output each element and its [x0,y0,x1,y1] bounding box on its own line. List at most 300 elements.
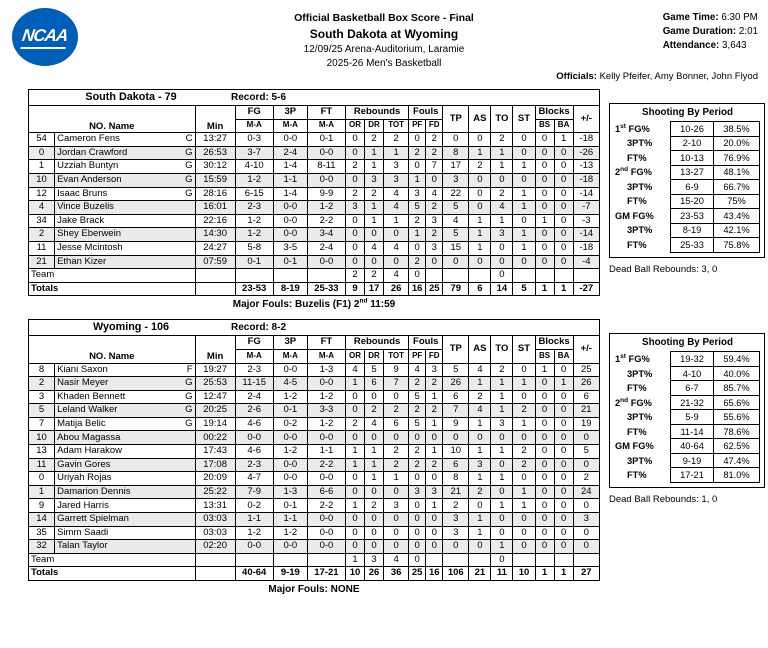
player-name-text: Simm Saadi [57,526,109,538]
stat-cell: 26 [443,377,469,391]
stat-cell: 0 [573,431,599,445]
stat-cell: 0 [384,513,409,527]
shooting-percentage: 20.0% [713,136,760,152]
stat-cell: 0 [573,499,599,513]
stat-cell: 54 [29,133,55,147]
stat-cell: 0 [554,431,573,445]
stat-cell: 0 [409,553,426,567]
col-to: TO [491,336,513,363]
stat-cell: 2 [426,133,443,147]
shooting-row [615,424,760,440]
col-st: ST [513,336,535,363]
stat-cell: 3-4 [307,228,345,242]
stat-cell [273,269,307,283]
totals-row-label: Totals [29,282,196,296]
stat-cell: 0 [535,404,554,418]
stat-cell: -14 [573,187,599,201]
shooting-stat-label: FT% [627,196,647,207]
stat-cell: 6 [573,390,599,404]
player-name [55,377,195,391]
player-name-text: Khaden Bennett [57,390,126,402]
stat-cell: 25:22 [195,485,235,499]
player-rows [29,133,600,296]
stat-cell: 9 [29,499,55,513]
col-tot: TOT [384,119,409,133]
stat-cell: 1-2 [307,390,345,404]
player-name [55,228,195,242]
stat-cell: 0 [409,241,426,255]
stat-cell: 07:59 [195,255,235,269]
stat-cell: 5 [365,363,384,377]
stat-cell: 0 [345,133,364,147]
stat-cell: 0 [365,513,384,527]
stat-cell: 0 [345,431,364,445]
stat-cell: 106 [443,567,469,581]
team-row-label: Team [29,269,196,283]
stat-cell: 1-1 [235,513,273,527]
shooting-stat-label: 3PT% [627,181,653,192]
stat-cell: 1 [469,214,491,228]
stat-cell: 0 [443,133,469,147]
stat-cell: 1 [365,214,384,228]
season-label: 2025-26 Men's Basketball [326,57,442,69]
player-name [55,146,195,160]
stat-cell: 0 [513,363,535,377]
player-name-text: Jesse Mcintosh [57,242,123,254]
col-3p: 3P [273,336,307,350]
stat-cell: 7 [443,404,469,418]
player-row [29,377,600,391]
shooting-made-attempted: 19-32 [670,351,714,367]
stat-cell: 2 [426,458,443,472]
stat-cell: 0 [554,513,573,527]
stat-cell: 0 [365,228,384,242]
stat-cell: 0 [491,431,513,445]
player-position: G [185,174,193,186]
stat-cell: 9-19 [273,567,307,581]
shooting-row [615,366,760,382]
stat-cell: 0 [513,390,535,404]
game-duration-label: Game Duration: [662,26,737,38]
player-name-text: Damarion Dennis [57,485,131,497]
col-st: ST [513,106,535,133]
stat-cell: 0-1 [273,499,307,513]
stat-cell: 15 [443,241,469,255]
stat-cell: 1 [513,201,535,215]
stat-cell: 03:03 [195,526,235,540]
col-dr: DR [365,119,384,133]
col-fg: FG [235,106,273,120]
stat-cell: 0 [513,472,535,486]
team-name-score: Wyoming - 106 [93,320,169,333]
stat-cell: 0 [345,513,364,527]
stat-cell: 2 [29,377,55,391]
stat-cell: 2 [469,485,491,499]
stat-cell: 1 [554,282,573,296]
stat-cell: 3 [29,390,55,404]
shooting-stat-label: 1st FG% [615,122,650,134]
stat-cell: 0 [426,472,443,486]
player-rows [29,363,600,581]
stat-cell: 0 [365,485,384,499]
stat-cell: 0 [554,540,573,554]
col-as: AS [469,106,491,133]
major-fouls-line [28,299,600,310]
stat-cell: 32 [29,540,55,554]
stat-cell: 0-0 [273,431,307,445]
player-name-text: Abou Magassa [57,431,121,443]
totals-row [29,282,600,296]
shooting-stat-label: 2nd FG% [615,166,652,178]
game-duration-line [663,25,758,39]
stat-cell: 1 [469,513,491,527]
stat-cell: 0 [345,485,364,499]
stat-cell: 0 [365,390,384,404]
stat-cell: 2 [409,458,426,472]
player-position: G [185,390,193,402]
stat-cell: 0 [535,160,554,174]
stat-cell: 0 [409,133,426,147]
stat-cell: 1 [491,540,513,554]
stat-cell: 2 [365,404,384,418]
stat-cell: 1 [513,485,535,499]
stat-cell [535,553,554,567]
stat-cell: 1 [365,472,384,486]
shooting-stat-label: GM FG% [615,210,654,221]
stat-cell [554,553,573,567]
stat-cell: 13 [29,445,55,459]
stat-cell: 2 [513,445,535,459]
stat-cell: 2 [345,187,364,201]
col-to: TO [491,106,513,133]
stat-cell: 0 [409,472,426,486]
stat-cell: 0-0 [273,472,307,486]
stat-cell: 24:27 [195,241,235,255]
stat-cell: 0 [29,472,55,486]
stat-cell: 0 [554,241,573,255]
shooting-stat-label: 2nd FG% [615,396,652,408]
major-fouls-line [28,584,600,595]
stat-cell: 0 [469,133,491,147]
stat-cell: 2 [513,458,535,472]
shooting-stat-label: 3PT% [627,412,653,423]
player-position: G [185,187,193,199]
stat-cell: 4 [469,404,491,418]
stat-cell: 1 [384,214,409,228]
stat-cell: 0 [345,404,364,418]
shooting-row [615,351,760,367]
stat-cell: 1-2 [307,201,345,215]
stat-cell: 3 [384,499,409,513]
stat-cell: 2 [443,499,469,513]
col-fd: FD [426,119,443,133]
stat-cell: 14 [491,282,513,296]
stat-cell: 0 [554,228,573,242]
stat-cell: 0 [345,214,364,228]
stat-cell: 0 [554,363,573,377]
stat-cell: 25:53 [195,377,235,391]
stat-cell: 2 [469,390,491,404]
attendance-value: 3,643 [722,40,747,52]
stat-cell: 0 [384,255,409,269]
stat-cell: 10 [29,173,55,187]
stat-cell: 2 [409,404,426,418]
major-fouls-value: Buzelis (F1) 2nd 11:59 [295,297,396,311]
stat-cell: 3 [345,201,364,215]
stat-cell: 6 [365,377,384,391]
stat-cell: 1-2 [235,526,273,540]
stat-cell: 5-8 [235,241,273,255]
stat-cell [513,269,535,283]
stat-cell: 1 [409,228,426,242]
team-section-wyoming [0,319,768,595]
stat-cell: 0-0 [307,526,345,540]
stat-cell: 3 [365,553,384,567]
stat-cell: -3 [573,214,599,228]
shooting-made-attempted: 4-10 [670,366,714,382]
stat-cell: 0 [384,390,409,404]
stat-cell: 0 [345,173,364,187]
stat-cell: 0 [554,173,573,187]
stat-cell: 5 [409,390,426,404]
col-dr: DR [365,349,384,363]
stat-cell: 0 [513,146,535,160]
stat-cell: 3 [384,160,409,174]
stat-cell [426,269,443,283]
stat-cell: 0-0 [307,540,345,554]
stat-cell: 2 [491,187,513,201]
stat-cell: 0 [535,187,554,201]
game-meta [663,11,758,54]
stat-cell: 0 [409,526,426,540]
player-name-text: Matija Belic [57,417,106,429]
stat-cell [235,553,273,567]
shooting-panel-title: Shooting By Period [642,107,733,118]
player-name-text: Cameron Fens [57,133,120,145]
player-name [55,241,195,255]
player-row [29,187,600,201]
stat-cell [573,269,599,283]
player-name [55,187,195,201]
stat-cell: 7 [29,417,55,431]
stat-cell: 17:08 [195,458,235,472]
stat-cell: 2 [29,228,55,242]
player-name [55,485,195,499]
stat-cell: 0-1 [307,133,345,147]
stat-cell: 0 [513,526,535,540]
stat-cell: 10 [513,567,535,581]
stat-cell: 4 [384,187,409,201]
shooting-percentage: 43.4% [713,208,760,224]
stat-cell: 2 [365,187,384,201]
player-name [55,445,195,459]
stat-cell: 2-2 [307,214,345,228]
stat-cell: 1-4 [273,187,307,201]
stat-cell: 2-4 [235,390,273,404]
stat-cell: -18 [573,133,599,147]
stat-cell: 27 [573,567,599,581]
attendance-label: Attendance: [662,40,720,52]
shooting-percentage: 55.6% [713,409,760,425]
player-name [55,201,195,215]
stat-cell: 3 [426,363,443,377]
stat-cell [307,269,345,283]
col-blocks: Blocks [535,106,573,120]
stat-cell: 1 [513,187,535,201]
stat-cell: 3 [409,187,426,201]
stat-cell: 1 [345,499,364,513]
col-fouls: Fouls [409,336,443,350]
stat-cell: 2 [345,417,364,431]
player-name [55,540,195,554]
stat-cell: 0-3 [235,133,273,147]
player-position: F [186,363,193,375]
stat-cell: 1 [513,241,535,255]
stat-cell: 4 [384,201,409,215]
player-name-text: Garrett Spielman [57,513,129,525]
shooting-percentage: 62.5% [713,438,760,454]
stat-cell: 0 [554,445,573,459]
shooting-row [615,179,760,195]
stat-cell: 0 [535,499,554,513]
player-name-text: Vince Buzelis [57,201,114,213]
stat-cell: -13 [573,160,599,174]
player-name-text: Adam Harakow [57,445,123,457]
shooting-percentage: 85.7% [713,380,760,396]
player-name-text: Evan Anderson [57,174,122,186]
shooting-panel-title: Shooting By Period [642,337,733,349]
stat-cell: 0 [513,431,535,445]
stat-cell: 0-0 [235,431,273,445]
stat-cell: 5 [29,404,55,418]
player-name [55,133,195,147]
stat-cell: 0-1 [273,404,307,418]
stat-cell: 1 [535,363,554,377]
stat-cell: 1 [554,133,573,147]
col-tp: TP [443,106,469,133]
stat-cell: 0-0 [307,472,345,486]
game-time-line [663,11,758,25]
col-rebounds: Rebounds [345,336,408,350]
stat-cell: 0 [384,485,409,499]
stat-cell: 2-2 [307,499,345,513]
stat-cell: 0 [469,540,491,554]
stat-cell: 34 [29,214,55,228]
stat-cell: 1 [535,214,554,228]
player-row [29,160,600,174]
stat-cell: 2 [573,472,599,486]
player-row [29,513,600,527]
stat-cell: 1 [491,214,513,228]
stat-cell: 3 [365,173,384,187]
stat-cell: -7 [573,201,599,215]
stat-cell: 0 [513,133,535,147]
shooting-made-attempted: 21-32 [670,395,714,411]
stat-cell: 1 [426,445,443,459]
stat-cell: 6-6 [307,485,345,499]
stat-cell: 2 [384,445,409,459]
column-header-row-1 [29,106,600,120]
stat-cell: 20:09 [195,472,235,486]
stat-cell: 8-19 [273,282,307,296]
player-name-text: Uriyah Rojas [57,472,112,484]
stat-cell: 1 [409,173,426,187]
stat-cell: 0 [384,431,409,445]
stat-cell: 1-3 [273,485,307,499]
stat-cell: 0 [384,526,409,540]
stat-cell: 2 [384,458,409,472]
officials-names: Kelly Pfeifer, Amy Bonner, John Flyod [599,71,758,82]
shooting-made-attempted: 2-10 [670,136,714,152]
team-rebounds-row [29,553,600,567]
player-row [29,201,600,215]
stat-cell: 16 [426,567,443,581]
stat-cell: 0 [426,526,443,540]
stat-cell: 2-3 [235,458,273,472]
stat-cell: 14:30 [195,228,235,242]
col-min: Min [195,336,235,363]
stat-cell: 1 [491,390,513,404]
stat-cell: 0 [554,472,573,486]
col-or: OR [345,119,364,133]
shooting-row [615,467,760,483]
stat-cell: 35 [29,526,55,540]
stat-cell: 0 [535,445,554,459]
team-table-area [28,89,600,310]
stat-cell: 3 [573,513,599,527]
stat-cell: -18 [573,173,599,187]
stat-cell: 0 [426,540,443,554]
player-row [29,146,600,160]
stat-cell: 1 [345,377,364,391]
stat-cell: 1 [491,160,513,174]
stat-cell: 22 [443,187,469,201]
stat-cell: 2 [365,133,384,147]
stat-cell [426,553,443,567]
shooting-row [615,237,760,253]
stat-cell: 1 [535,567,554,581]
shooting-stat-label: 3PT% [627,455,653,466]
stat-cell: 0 [345,146,364,160]
col-pf: PF [409,349,426,363]
stat-cell: 6 [384,417,409,431]
stat-cell: 5 [513,282,535,296]
stat-cell: 12 [29,187,55,201]
stat-cell: 2 [345,160,364,174]
stat-cell: 3 [384,173,409,187]
stat-cell: 0 [535,485,554,499]
stat-cell: 0 [554,160,573,174]
stat-cell: 2 [426,404,443,418]
ncaa-logo-text: NCAA [21,26,69,49]
stat-cell: 0 [491,173,513,187]
stat-cell: 26 [384,282,409,296]
page-header [0,0,768,86]
stat-cell: -4 [573,255,599,269]
stat-cell: 0 [573,526,599,540]
shooting-made-attempted: 25-33 [670,237,714,253]
stat-cell [469,553,491,567]
stat-cell: 1 [469,472,491,486]
player-name [55,472,195,486]
player-row [29,499,600,513]
stat-cell: 1 [384,146,409,160]
player-row [29,404,600,418]
stat-cell: 17 [443,160,469,174]
stat-cell: 12:47 [195,390,235,404]
stat-cell: 8 [443,146,469,160]
stat-cell: 9 [345,282,364,296]
